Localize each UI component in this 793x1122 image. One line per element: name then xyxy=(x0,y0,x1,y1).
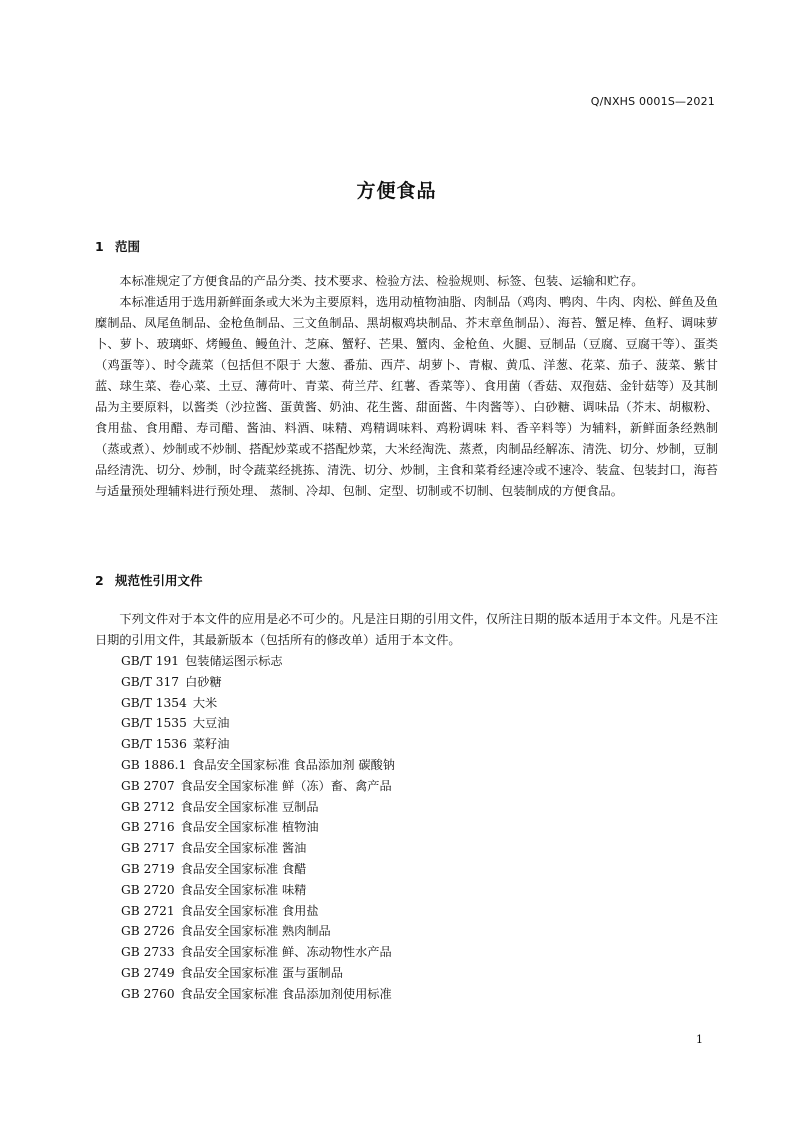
section-number: 1 xyxy=(95,239,104,254)
reference-title: 白砂糖 xyxy=(185,674,222,689)
reference-item xyxy=(121,880,718,901)
reference-title: 食品安全国家标准 鲜（冻）畜、禽产品 xyxy=(180,778,392,793)
references-intro-paragraph: 下列文件对于本文件的应用是必不可少的。凡是注日期的引用文件，仅所注日期的版本适用于本文件。凡是不注日期的引用文件，其最新版本（包括所有的修改单）适用于本文件。 xyxy=(95,612,718,647)
reference-code: GB 2707 xyxy=(121,778,175,793)
reference-item xyxy=(121,755,718,776)
reference-code: GB 2749 xyxy=(121,965,175,980)
reference-item xyxy=(121,838,718,859)
reference-code: GB 2717 xyxy=(121,841,175,856)
reference-title: 食品安全国家标准 食品添加剂 碳酸钠 xyxy=(192,757,395,772)
reference-title: 食品安全国家标准 鲜、冻动物性水产品 xyxy=(180,945,392,960)
reference-item xyxy=(121,984,718,1005)
section-normative-references xyxy=(95,570,718,1005)
reference-list xyxy=(95,651,718,1005)
reference-item xyxy=(121,963,718,984)
reference-title: 大豆油 xyxy=(192,716,230,731)
reference-code: GB 2716 xyxy=(121,820,175,835)
reference-title: 食品安全国家标准 蛋与蛋制品 xyxy=(180,965,343,980)
page-number: 1 xyxy=(696,1033,703,1046)
section-heading xyxy=(95,236,718,258)
reference-item xyxy=(121,651,718,672)
reference-code: GB 2721 xyxy=(121,903,175,918)
section-title: 范围 xyxy=(115,239,141,254)
reference-code: GB/T 1535 xyxy=(121,716,187,731)
reference-code: GB 2720 xyxy=(121,882,175,897)
document-title: 方便食品 xyxy=(356,180,437,202)
reference-item xyxy=(121,776,718,797)
reference-title: 食品安全国家标准 植物油 xyxy=(180,820,319,835)
reference-code: GB/T 1536 xyxy=(121,737,187,752)
reference-code: GB 2719 xyxy=(121,861,175,876)
section-number: 2 xyxy=(95,573,104,588)
reference-code: GB 2712 xyxy=(121,799,175,814)
section-scope xyxy=(95,236,718,502)
reference-title: 食品安全国家标准 食品添加剂使用标准 xyxy=(180,986,392,1001)
reference-title: 食品安全国家标准 味精 xyxy=(180,882,307,897)
reference-title: 食品安全国家标准 熟肉制品 xyxy=(180,924,331,939)
scope-paragraph-1: 本标准规定了方便食品的产品分类、技术要求、检验方法、检验规则、标签、包装、运输和贮存。 xyxy=(119,274,644,288)
reference-code: GB/T 1354 xyxy=(121,695,187,710)
reference-item xyxy=(121,921,718,942)
scope-paragraph-2: 本标准适用于选用新鲜面条或大米为主要原料，选用动植物油脂、肉制品（鸡肉、鸭肉、牛肉、肉松、鲜鱼及鱼糜制品、凤尾鱼制品、金枪鱼制品、三文鱼制品、黑胡椒鸡块制品、芥末章鱼制品）、海苔、蟹足棒、鱼籽、调味萝卜、萝卜、玻璃虾、烤鳗鱼、鳗鱼汁、芝麻、蟹籽、芒果、蟹肉、金枪鱼、火腿、豆制品（豆腐、豆腐干等）、蛋类（鸡蛋等）、时令蔬菜（包括但不限于 大葱、番茄、西芹、胡萝卜、青椒、黄瓜、洋葱、花菜、茄子、菠菜、紫甘蓝、球生菜、卷心菜、土豆、薄荷叶、青菜、荷兰芹、红薯、香菜等）、食用菌（香菇、双孢菇、金针菇等）及其制品为主要原料，以酱类（沙拉酱、蛋黄酱、奶油、花生酱、甜面酱、牛肉酱等）、白砂糖、调味品（芥末、胡椒粉、食用盐、食用醋、寿司醋、酱油、料酒、味精、鸡精调味料、鸡粉调味 料、香辛料等）为辅料，新鲜面条经熟制（蒸或煮）、炒制或不炒制、搭配炒菜或不搭配炒菜，大米经淘洗、蒸煮，肉制品经解冻、清洗、切分、炒制，豆制品经清洗、切分、炒制，时令蔬菜经挑拣、清洗、切分、炒制，主食和菜肴经速冷或不速冷、装盒、包装封口，海苔与适量预处理辅料进行预处理、 蒸制、冷却、包制、定型、切制或不切制、包装制成的方便食品。 xyxy=(95,295,718,498)
reference-item xyxy=(121,713,718,734)
reference-item xyxy=(121,693,718,714)
reference-item xyxy=(121,901,718,922)
reference-title: 食品安全国家标准 食醋 xyxy=(180,861,307,876)
standard-code: Q/NXHS 0001S—2021 xyxy=(590,95,715,108)
reference-code: GB 2733 xyxy=(121,945,175,960)
section-heading xyxy=(95,570,718,592)
reference-title: 食品安全国家标准 酱油 xyxy=(180,841,307,856)
reference-title: 食品安全国家标准 食用盐 xyxy=(180,903,319,918)
section-title: 规范性引用文件 xyxy=(115,573,203,588)
reference-title: 菜籽油 xyxy=(192,737,230,752)
reference-code: GB 2760 xyxy=(121,986,175,1001)
reference-item xyxy=(121,859,718,880)
reference-item xyxy=(121,672,718,693)
reference-title: 包装储运图示标志 xyxy=(185,654,283,668)
reference-item xyxy=(121,734,718,755)
reference-title: 大米 xyxy=(192,695,218,710)
reference-title: 食品安全国家标准 豆制品 xyxy=(180,799,319,814)
reference-code: GB 2726 xyxy=(121,924,175,939)
reference-code: GB 1886.1 xyxy=(121,757,187,772)
reference-item xyxy=(121,817,718,838)
reference-code: GB/T 191 xyxy=(121,654,180,668)
reference-code: GB/T 317 xyxy=(121,674,180,689)
reference-item xyxy=(121,942,718,963)
reference-item xyxy=(121,797,718,818)
